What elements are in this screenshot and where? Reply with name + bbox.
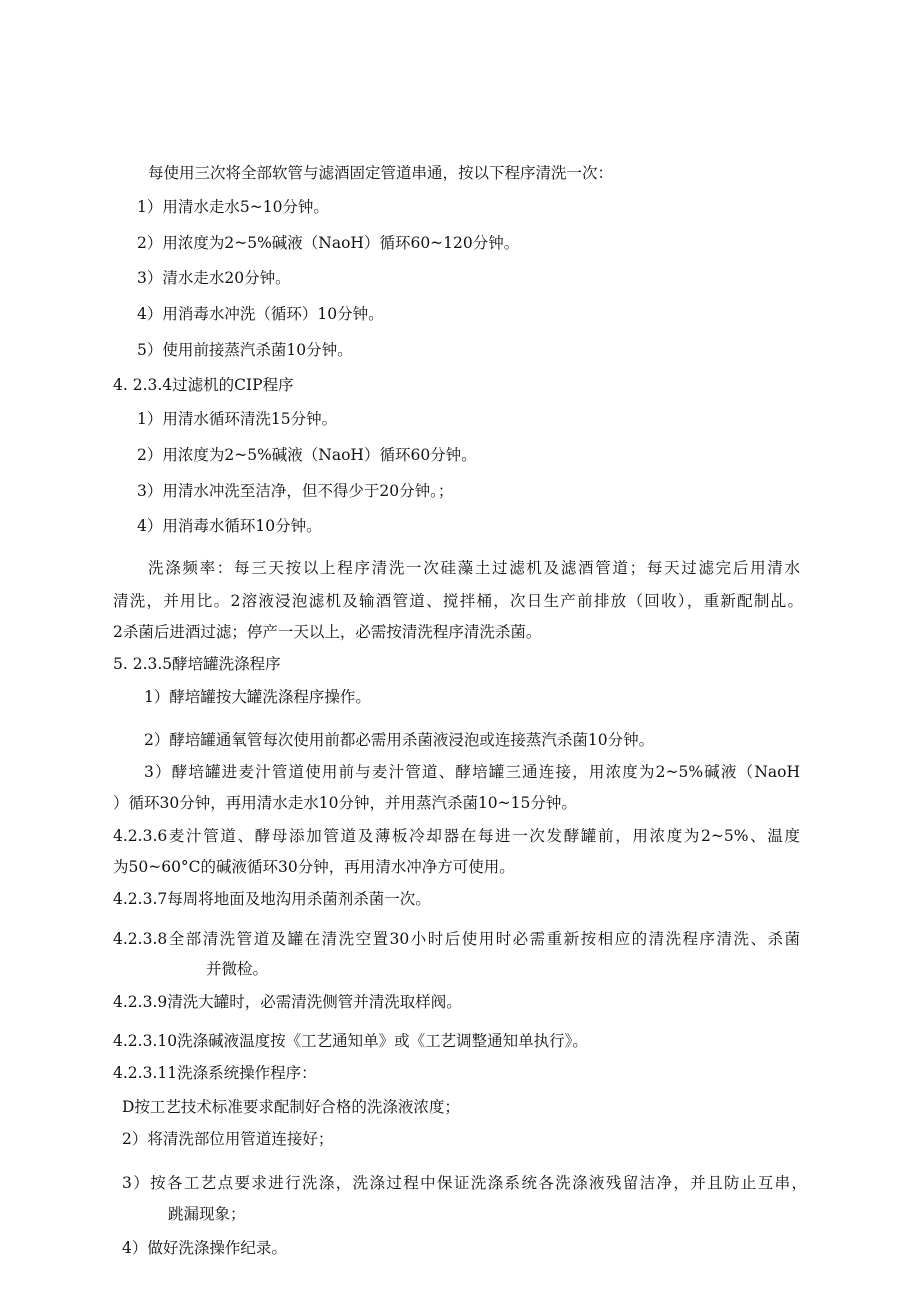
list-item: 1）用清水走水5~10分钟。 — [137, 198, 329, 216]
clause-4-2-3-6: 4.2.3.6麦汁管道、酵母添加管道及薄板冷却器在每进一次发酵罐前，用浓度为2~5%、温度 — [113, 827, 800, 845]
list-item: 4）做好洗涤操作纪录。 — [122, 1239, 287, 1257]
list-item-continued: 跳漏现象； — [168, 1205, 246, 1223]
list-item: 2）将清洗部位用管道连接好； — [122, 1130, 334, 1148]
list-item: 4）用消毒水循环10分钟。 — [137, 517, 322, 535]
clause-4-2-3-11: 4.2.3.11洗涤系统操作程序： — [113, 1064, 317, 1082]
section-heading: 5. 2.3.5酵培罐洗涤程序 — [113, 655, 281, 673]
paragraph-line: 2杀菌后进酒过滤；停产一天以上，必需按清洗程序清洗杀菌。 — [113, 623, 542, 641]
clause-continued: 并微检。 — [206, 960, 269, 978]
list-item-continued: ）循环30分钟，再用清水走水10分钟，并用蒸汽杀菌10~15分钟。 — [113, 794, 577, 812]
list-item: 3）用清水冲洗至洁净，但不得少于20分钟。； — [137, 482, 454, 500]
clause-continued: 为50~60°C的碱液循环30分钟，再用清水冲净方可使用。 — [113, 858, 515, 876]
clause-4-2-3-7: 4.2.3.7每周将地面及地沟用杀菌剂杀菌一次。 — [113, 890, 431, 908]
list-item: 2）用浓度为2~5%碱液（NaoH）循环60~120分钟。 — [137, 234, 520, 252]
list-item: 3）按各工艺点要求进行洗涤，洗涤过程中保证洗涤系统各洗涤液残留洁净，并且防止互串， — [122, 1174, 807, 1192]
list-item: 2）酵培罐通氧管每次使用前都必需用杀菌液浸泡或连接蒸汽杀菌10分钟。 — [144, 731, 655, 749]
paragraph-line: 清洗，并用比。2溶液浸泡滤机及输酒管道、搅拌桶，次日生产前排放（回收），重新配制乩。 — [113, 592, 803, 610]
clause-4-2-3-10: 4.2.3.10洗涤碱液温度按《工艺通知单》或《工艺调整通知单执行》。 — [113, 1032, 588, 1050]
list-item: 3）清水走水20分钟。 — [137, 269, 291, 287]
list-item: 3）酵培罐进麦汁管道使用前与麦汁管道、酵培罐三通连接，用浓度为2~5%碱液（NaoH — [144, 763, 800, 781]
list-item: 1）酵培罐按大罐洗涤程序操作。 — [144, 688, 371, 706]
clause-4-2-3-9: 4.2.3.9清洗大罐时，必需清洗侧管并清洗取样阀。 — [113, 993, 462, 1011]
list-item: 4）用消毒水冲洗（循环）10分钟。 — [137, 305, 384, 323]
list-item: 5）使用前接蒸汽杀菌10分钟。 — [137, 341, 353, 359]
intro-paragraph: 每使用三次将全部软管与滤酒固定管道串通，按以下程序清洗一次： — [148, 164, 614, 182]
list-item: 1）用清水循环清洗15分钟。 — [137, 410, 338, 428]
list-item: 2）用浓度为2~5%碱液（NaoH）循环60分钟。 — [137, 446, 477, 464]
list-item: D按工艺技术标准要求配制好合格的洗涤液浓度； — [122, 1098, 460, 1116]
paragraph-line: 洗涤频率：每三天按以上程序清洗一次硅藻土过滤机及滤酒管道；每天过滤完后用清水 — [148, 559, 800, 577]
clause-4-2-3-8: 4.2.3.8全部清洗管道及罐在清洗空置30小时后使用时必需重新按相应的清洗程序清洗、杀菌 — [113, 930, 800, 948]
section-heading: 4. 2.3.4过滤机的CIP程序 — [113, 376, 294, 394]
